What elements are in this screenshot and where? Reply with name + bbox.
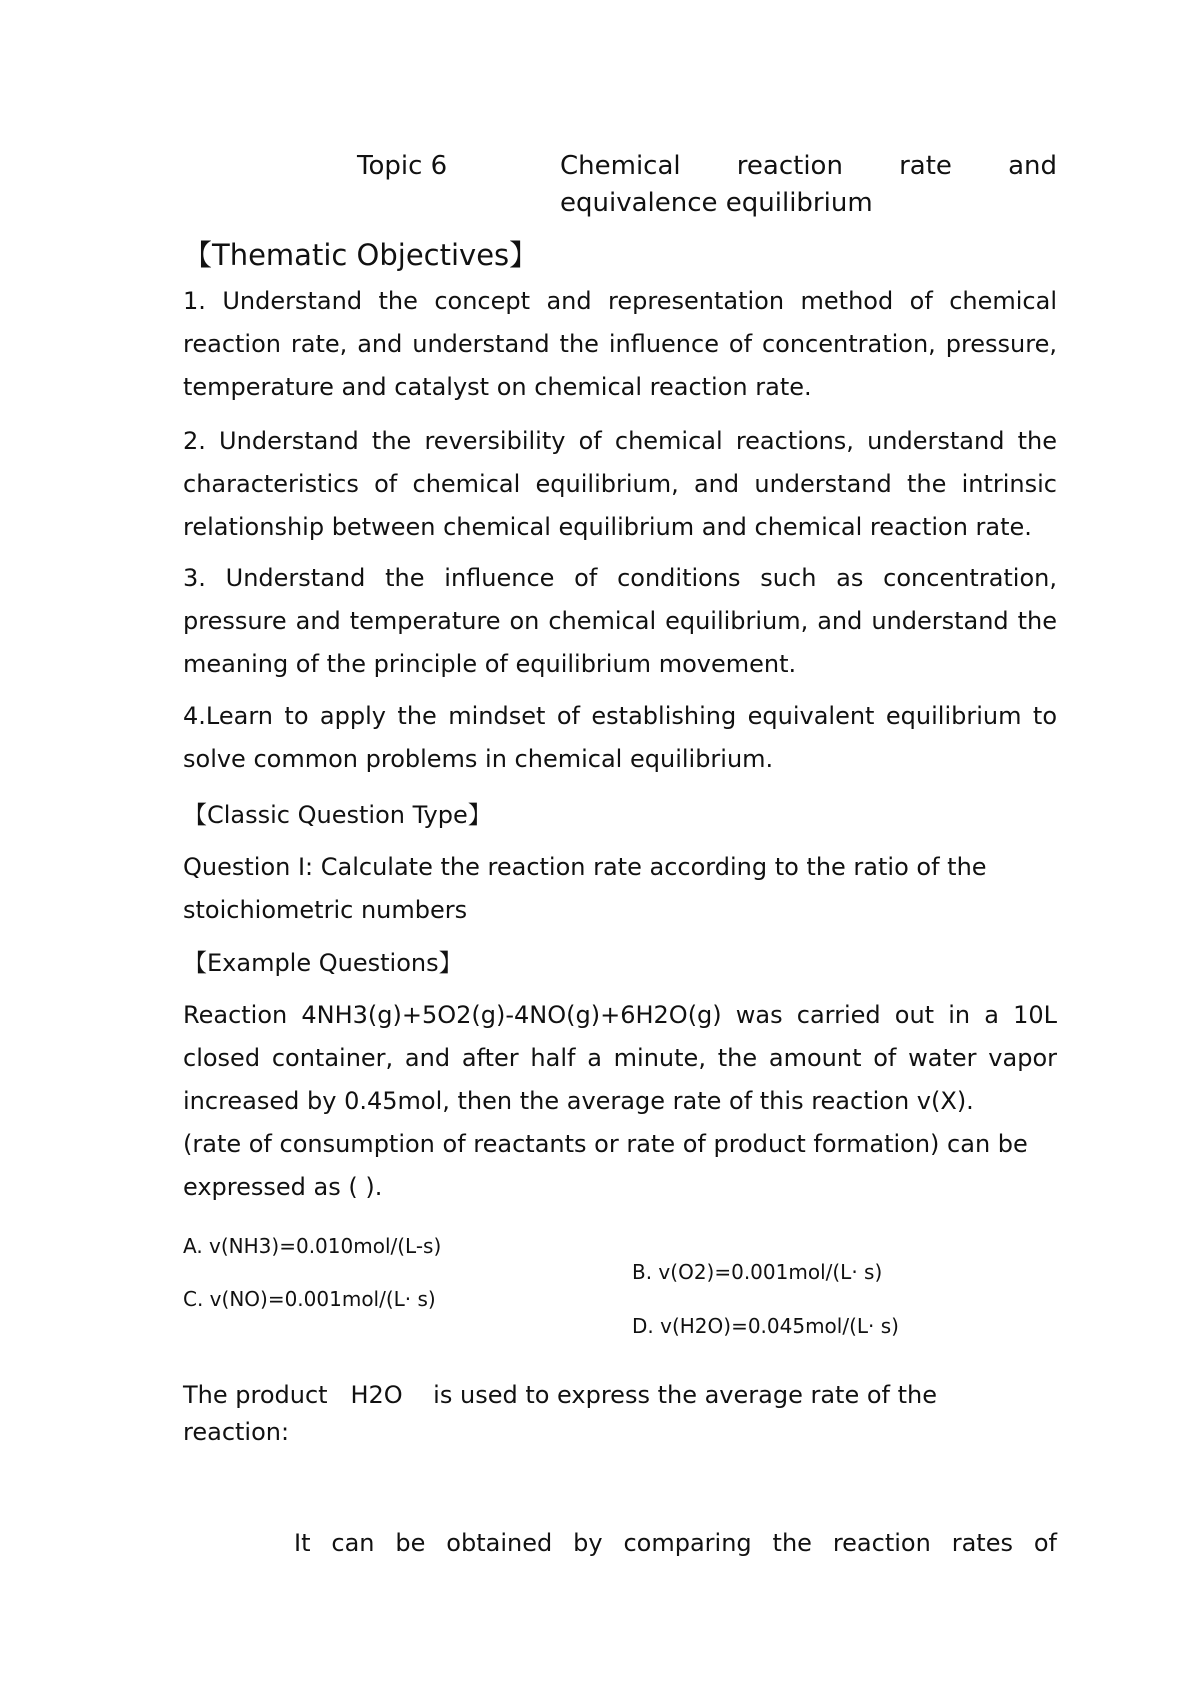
option-c: C. v(NO)=0.001mol/(L· s) xyxy=(183,1287,436,1311)
question-title: Question I: Calculate the reaction rate according to the ratio of the stoichiometric numbers xyxy=(183,853,987,924)
solution-line3: It can be obtained by comparing the reaction rates of xyxy=(294,1529,1057,1557)
option-a: A. v(NH3)=0.010mol/(L-s) xyxy=(183,1234,442,1258)
classic-heading: 【Classic Question Type】 xyxy=(183,801,492,829)
topic-title-line1: Chemical reaction rate and xyxy=(560,151,1057,181)
objective-item-2: 2. Understand the reversibility of chemical reactions, understand the characteristics of chemical equilibrium, and understand the intrinsic relationship between chemical equilibrium and chemical reaction rate. xyxy=(183,427,1057,541)
objective-item-4: 4.Learn to apply the mindset of establishing equivalent equilibrium to solve common problems in chemical equilibrium. xyxy=(183,702,1057,773)
topic-title-line2: equivalence equilibrium xyxy=(560,188,873,218)
option-d: D. v(H2O)=0.045mol/(L· s) xyxy=(632,1314,899,1338)
objective-item-3: 3. Understand the influence of conditions such as concentration, pressure and temperature on chemical equilibrium, and understand the meaning of the principle of equilibrium movement. xyxy=(183,564,1057,678)
objectives-heading: 【Thematic Objectives】 xyxy=(183,238,539,272)
option-b: B. v(O2)=0.001mol/(L· s) xyxy=(632,1260,883,1284)
objective-item-1: 1. Understand the concept and representation method of chemical reaction rate, and understand the influence of concentration, pressure, temperature and catalyst on chemical reaction rate. xyxy=(183,287,1057,401)
topic-label: Topic 6 xyxy=(357,151,448,181)
solution-line2: reaction: xyxy=(183,1418,290,1446)
example-reaction-text: Reaction 4NH3(g)+5O2(g)-4NO(g)+6H2O(g) was carried out in a 10L closed container, and after half a minute, the amount of water vapor increased by 0.45mol, then the average rate of this reaction v(X). xyxy=(183,1001,1057,1115)
example-heading: 【Example Questions】 xyxy=(183,949,463,977)
example-note-text: (rate of consumption of reactants or rate of product formation) can be expressed as ( ). xyxy=(183,1130,1028,1201)
solution-line1: The product H2O is used to express the average rate of the xyxy=(183,1381,937,1409)
